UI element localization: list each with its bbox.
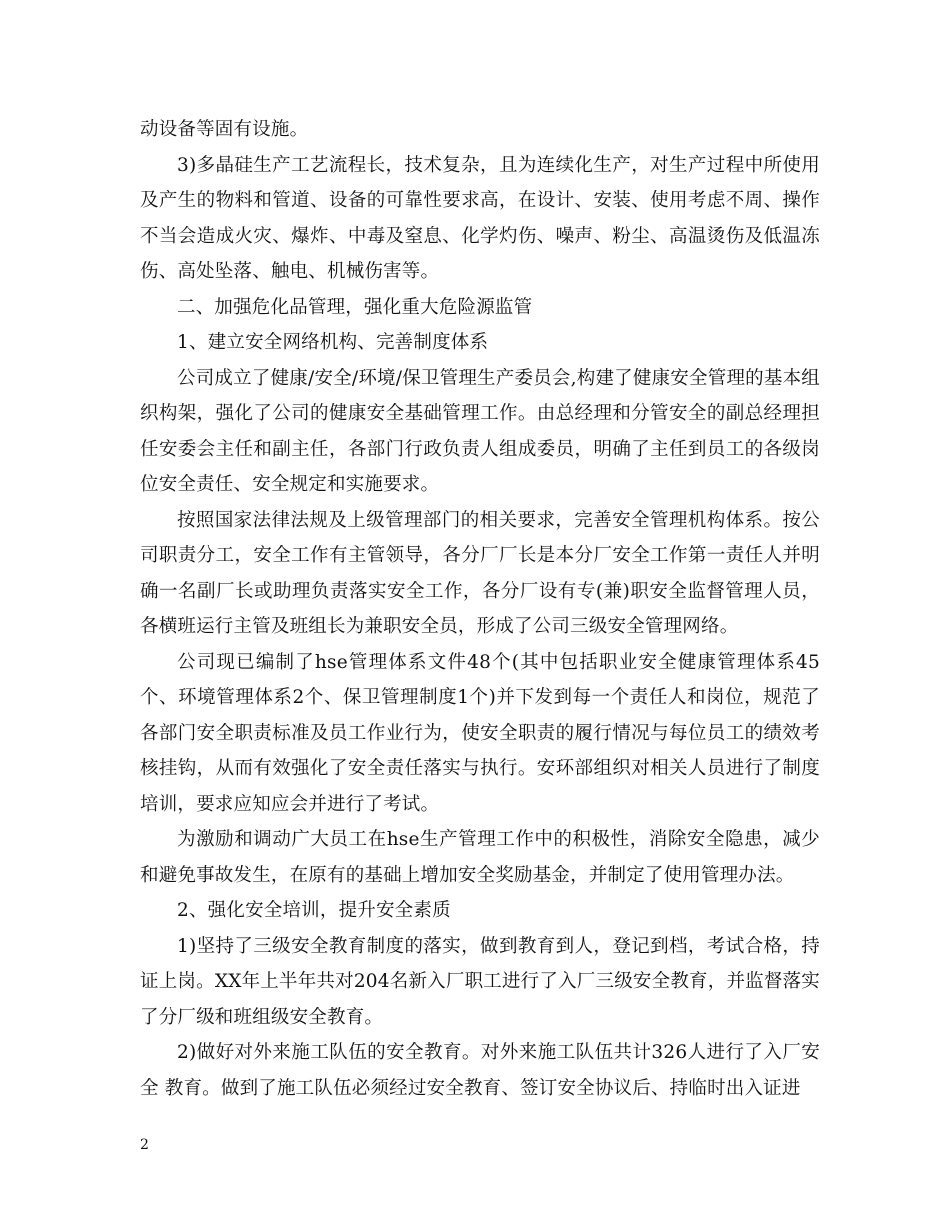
paragraph-7: 公司现已编制了hse管理体系文件48个(其中包括职业安全健康管理体系45个、环境管理体系2个、保卫管理制度1个)并下发到每一个责任人和岗位，规范了各部门安全职责标准及员工作业行为，使安全职责的履行情况与每位员工的绩效考核挂钩，从而有效强化了安全责任落实与执行。安环部组织对相关人员进行了制度培训，要求应知应会并进行了考试。 [140,651,820,815]
paragraph-2: 3)多晶硅生产工艺流程长，技术复杂，且为连续化生产，对生产过程中所使用及产生的物料和管道、设备的可靠性要求高，在设计、安装、使用考虑不周、操作不当会造成火灾、爆炸、中毒及窒息、化学灼伤、噪声、粉尘、高温烫伤及低温冻伤、高处坠落、触电、机械伤害等。 [140,154,820,282]
paragraph-10: 1)坚持了三级安全教育制度的落实，做到教育到人，登记到档，考试合格，持证上岗。XX年上半年共对204名新入厂职工进行了入厂三级安全教育，并监督落实了分厂级和班组级安全教育。 [140,935,820,1028]
paragraph-1: 动设备等固有设施。 [140,119,309,140]
paragraph-11: 2)做好对外来施工队伍的安全教育。对外来施工队伍共计326人进行了入厂安全 教育。做到了施工队伍必须经过安全教育、签订安全协议后、持临时出入证进 [140,1042,820,1099]
document-body [140,112,820,1106]
subsection-heading-1: 1、建立安全网络机构、完善制度体系 [177,332,489,353]
section-heading-2: 二、加强危化品管理，强化重大危险源监管 [177,296,533,318]
paragraph-6: 按照国家法律法规及上级管理部门的相关要求，完善安全管理机构体系。按公司职责分工，安全工作有主管领导，各分厂厂长是本分厂安全工作第一责任人并明确一名副厂长或助理负责落实安全工作，各分厂设有专(兼)职安全监督管理人员，各横班运行主管及班组长为兼职安全员，形成了公司三级安全管理网络。 [140,509,820,637]
subsection-heading-2: 2、强化安全培训，提升安全素质 [177,900,451,921]
paragraph-5: 公司成立了健康/安全/环境/保卫管理生产委员会,构建了健康安全管理的基本组织构架，强化了公司的健康安全基础管理工作。由总经理和分管安全的副总经理担任安委会主任和副主任，各部门行政负责人组成委员，明确了主任到员工的各级岗位安全责任、安全规定和实施要求。 [140,367,820,495]
page-number: 2 [140,1137,149,1153]
paragraph-8: 为激励和调动广大员工在hse生产管理工作中的积极性，消除安全隐患，减少和避免事故发生，在原有的基础上增加安全奖励基金，并制定了使用管理办法。 [140,829,820,886]
